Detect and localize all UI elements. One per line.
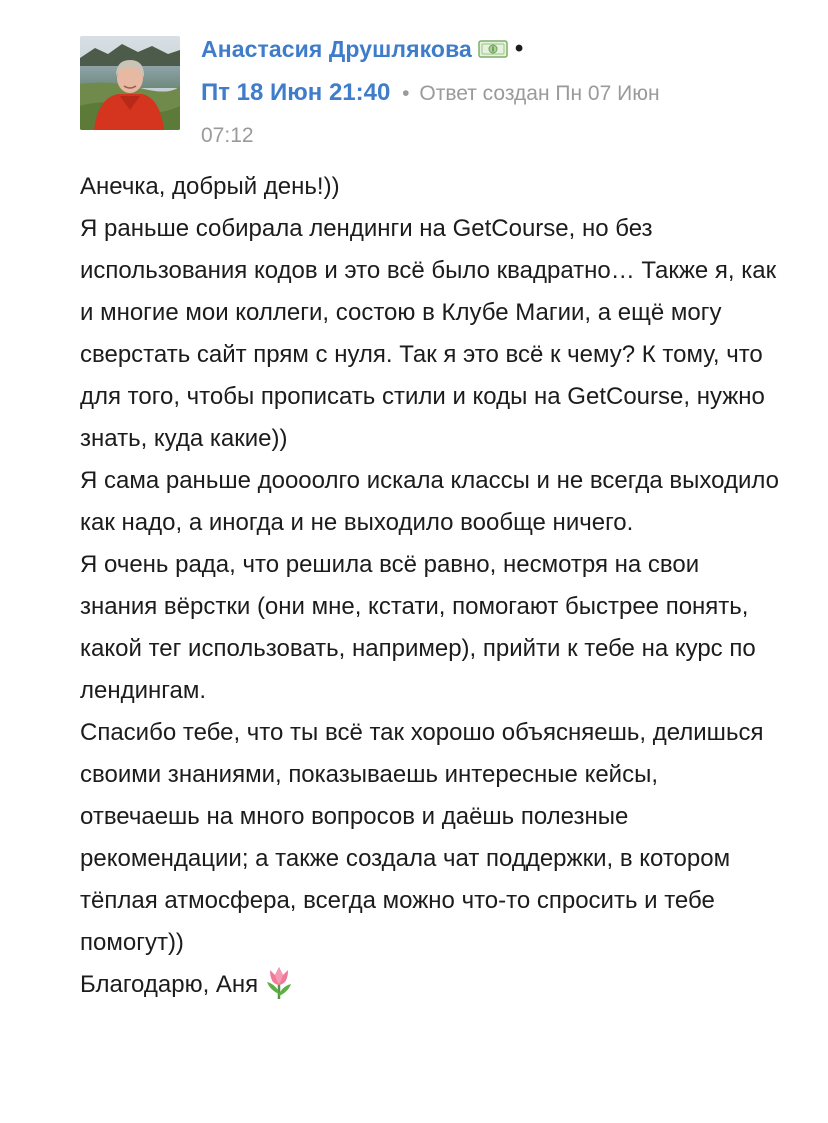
money-banknote-icon — [478, 39, 508, 59]
date-separator-dot: • — [402, 82, 410, 105]
author-avatar[interactable] — [80, 36, 180, 130]
separator-dot: • — [514, 35, 524, 62]
created-at-text: Ответ создан Пн 07 Июн — [419, 82, 660, 105]
signature-text: Благодарю, Аня — [80, 971, 259, 998]
post-date-link[interactable]: Пт 18 Июн 21:40 — [201, 79, 391, 106]
date-line — [201, 72, 761, 157]
author-line — [201, 30, 761, 68]
created-at-time: 07:12 — [201, 124, 254, 147]
tulip-icon — [262, 964, 296, 1000]
comment-paragraph: Спасибо тебе, что ты всё так хорошо объясняешь, делишься своими знаниями, показываешь интересные кейсы, отвечаешь на много вопросов и даёшь полезные рекомендации; а также создала чат поддержки, в котором тёплая атмосфера, всегда можно что-то спросить и тебе помогут)) — [80, 719, 764, 956]
comment-paragraph: Я очень рада, что решила всё равно, несмотря на свои знания вёрстки (они мне, кстати, помогают быстрее понять, какой тег использовать, например), прийти к тебе на курс по лендингам. — [80, 551, 756, 704]
comment-meta — [201, 30, 761, 157]
comment-paragraph: Я сама раньше доооолго искала классы и не всегда выходило как надо, а иногда и не выходило вообще ничего. — [80, 467, 779, 536]
author-name-link[interactable]: Анастасия Друшлякова — [201, 35, 472, 62]
comment-text — [80, 166, 780, 1006]
comment-signature — [80, 964, 780, 1006]
comment-paragraph: Анечка, добрый день!)) — [80, 173, 340, 200]
comment-paragraph: Я раньше собирала лендинги на GetCourse, но без использования кодов и это всё было квадратно… Также я, как и многие мои коллеги, состою в Клубе Магии, а ещё могу сверстать сайт прям с нуля. Так я это всё к чему? К тому, что для того, чтобы прописать стили и коды на GetCourse, нужно знать, куда какие)) — [80, 215, 777, 452]
avatar-photo-icon — [80, 36, 180, 130]
